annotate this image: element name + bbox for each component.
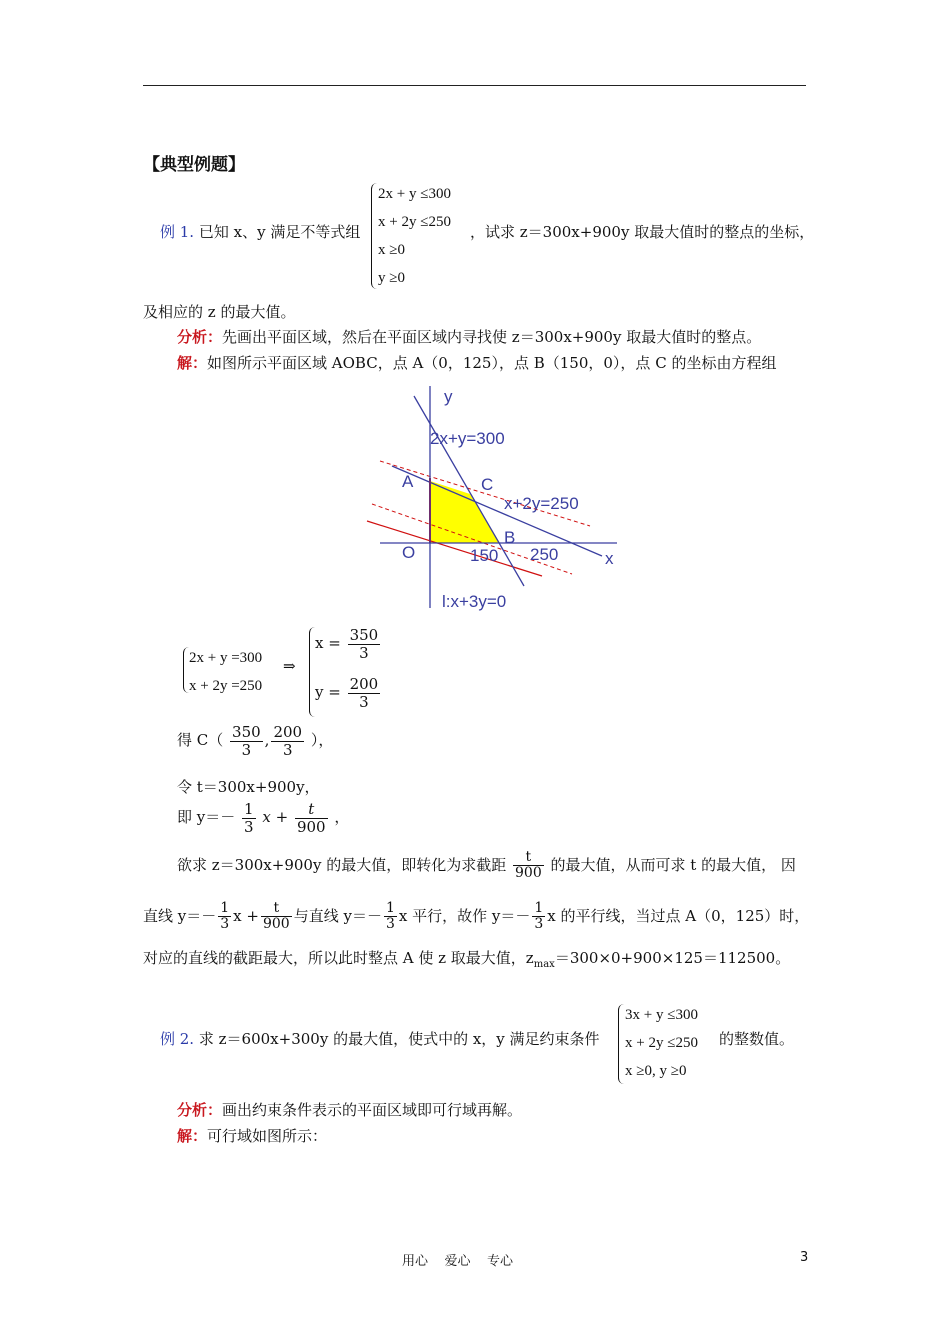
p2-d4: 3: [534, 916, 544, 933]
para-3a: 对应的直线的截距最大，所以此时整点 A 使 z 取最大值，z: [143, 949, 534, 967]
analysis-text: 先画出平面区域，然后在平面区域内寻找使 z＝300x+900y 取最大值时的整点。: [222, 328, 762, 346]
para-2d: x 平行，故作 y＝－: [398, 906, 531, 925]
result-x: [315, 627, 382, 661]
para-2: [143, 901, 809, 933]
get-C-sep: ,: [264, 731, 270, 749]
para-2c: 与直线 y＝－: [293, 906, 382, 925]
para-1b: 的最大值，从而可求 t 的最大值， 因: [550, 855, 796, 874]
para-2e: x 的平行线，当过点 A（0，125）时，: [547, 906, 810, 925]
ex2-tail: 的整数值。: [719, 1030, 795, 1048]
ie-pre: 即 y＝－: [177, 808, 236, 826]
x-axis-label: x: [605, 549, 614, 568]
result-y-lhs: y =: [315, 683, 341, 701]
para-1: [177, 850, 796, 882]
ie-line: [177, 801, 349, 835]
ex1-cont: 及相应的 z 的最大值。: [143, 303, 296, 321]
y-den: 3: [359, 692, 369, 711]
section-heading: 【典型例题】: [143, 155, 245, 175]
ex1-label: 例 1.: [160, 223, 195, 241]
analysis-label: 分析：: [177, 328, 223, 346]
para-1a: 欲求 z＝300x+900y 的最大值，即转化为求截距: [177, 855, 507, 874]
result-y: [315, 676, 382, 710]
p2-d1: 3: [220, 916, 230, 933]
ex1-brace: [371, 183, 378, 289]
ie-d2: 900: [296, 817, 326, 836]
p2-d3: 3: [385, 916, 395, 933]
x-den: 3: [359, 643, 369, 662]
label-O: O: [402, 543, 416, 562]
ex2-analysis-text: 画出约束条件表示的平面区域即可行域再解。: [222, 1101, 523, 1119]
p2-d2: 900: [262, 916, 290, 933]
solve-eq-1: 2x + y =300: [189, 650, 263, 666]
ex2-analysis: [177, 1099, 522, 1120]
solve-eq-2: x + 2y =250: [189, 678, 263, 694]
ex2-ineq-1: 3x + y ≤300: [625, 1007, 698, 1023]
p2-n3: 1: [385, 900, 395, 916]
y-axis-label: y: [444, 387, 453, 406]
C-y-num: 200: [273, 723, 303, 741]
label-line1: 2x+y=300: [430, 429, 505, 448]
ie-mid: x +: [262, 808, 289, 826]
label-B: B: [504, 528, 516, 547]
ie-d1: 3: [244, 817, 254, 836]
solution-text: 如图所示平面区域 AOBC，点 A（0，125），点 B（150，0），点 C 的坐标由方程组: [207, 354, 777, 372]
ex2-brace: [618, 1004, 624, 1084]
p2-n1: 1: [220, 900, 230, 916]
para-3b: ＝300×0+900×125＝112500。: [554, 949, 791, 967]
footer-motto: 用心 爱心 专心: [402, 1254, 514, 1269]
para-2a: 直线 y＝－: [143, 906, 217, 925]
para-3: [143, 947, 790, 970]
get-C-pre: 得 C（: [177, 731, 224, 749]
result-x-lhs: x =: [315, 634, 341, 652]
page-number: 3: [800, 1250, 809, 1265]
label-line2: x+2y=250: [504, 494, 579, 513]
z-max-sub: max: [533, 959, 555, 970]
ex1-tail: ，试求 z＝300x+900y 取最大值时的整点的坐标，: [470, 223, 815, 241]
get-C: [177, 724, 333, 758]
ie-n1: 1: [244, 800, 254, 818]
p1-num: t: [513, 850, 544, 866]
ex2-lead: 求 z＝600x+300y 的最大值，使式中的 x，y 满足约束条件: [198, 1030, 600, 1048]
get-C-post: ），: [310, 731, 334, 749]
solve-system: [189, 644, 262, 700]
label-line3: l:x+3y=0: [442, 592, 507, 611]
feasible-region-figure: [362, 378, 630, 618]
ex2-analysis-label: 分析：: [177, 1101, 223, 1119]
y-num: 200: [349, 675, 379, 693]
header-rule: [143, 85, 806, 86]
C-x-den: 3: [241, 740, 252, 759]
p2-n4: 1: [534, 900, 544, 916]
ex2-solution-label: 解：: [177, 1127, 208, 1145]
tick-150: 150: [470, 546, 499, 565]
ex2-system: [625, 1001, 698, 1085]
ex1-lead-line: [160, 221, 360, 242]
ex1-ineq-4: y ≥0: [378, 270, 405, 286]
para-2b: x +: [233, 906, 259, 925]
ie-n2: t: [295, 801, 328, 819]
ex1-system: [378, 180, 451, 292]
ex2-lead-line: [160, 1028, 600, 1049]
ex1-ineq-2: x + 2y ≤250: [378, 214, 451, 230]
ex2-solution: [177, 1125, 327, 1146]
ex1-ineq-3: x ≥0: [378, 242, 405, 258]
label-C: C: [481, 475, 494, 494]
p2-n2: t: [261, 901, 292, 917]
ex1-solution: [177, 352, 776, 373]
tick-250: 250: [530, 545, 559, 564]
C-y-den: 3: [283, 740, 293, 759]
ex2-label: 例 2.: [160, 1030, 195, 1048]
ex1-lead: 已知 x、y 满足不等式组: [198, 223, 361, 241]
ex1-analysis: [177, 326, 761, 347]
ex2-solution-text: 可行域如图所示：: [207, 1127, 328, 1145]
let-t: 令 t＝300x+900y，: [177, 778, 320, 796]
label-A: A: [402, 472, 414, 491]
solution-label: 解：: [177, 354, 208, 372]
C-x-num: 350: [232, 723, 261, 741]
ex1-ineq-1: 2x + y ≤300: [378, 186, 451, 202]
implies-arrow: ⇒: [283, 657, 296, 675]
ex2-ineq-2: x + 2y ≤250: [625, 1035, 698, 1051]
x-num: 350: [349, 626, 379, 644]
ex2-ineq-3: x ≥0, y ≥0: [625, 1063, 687, 1079]
p1-den: 900: [515, 865, 542, 882]
ie-post: ，: [334, 808, 350, 826]
